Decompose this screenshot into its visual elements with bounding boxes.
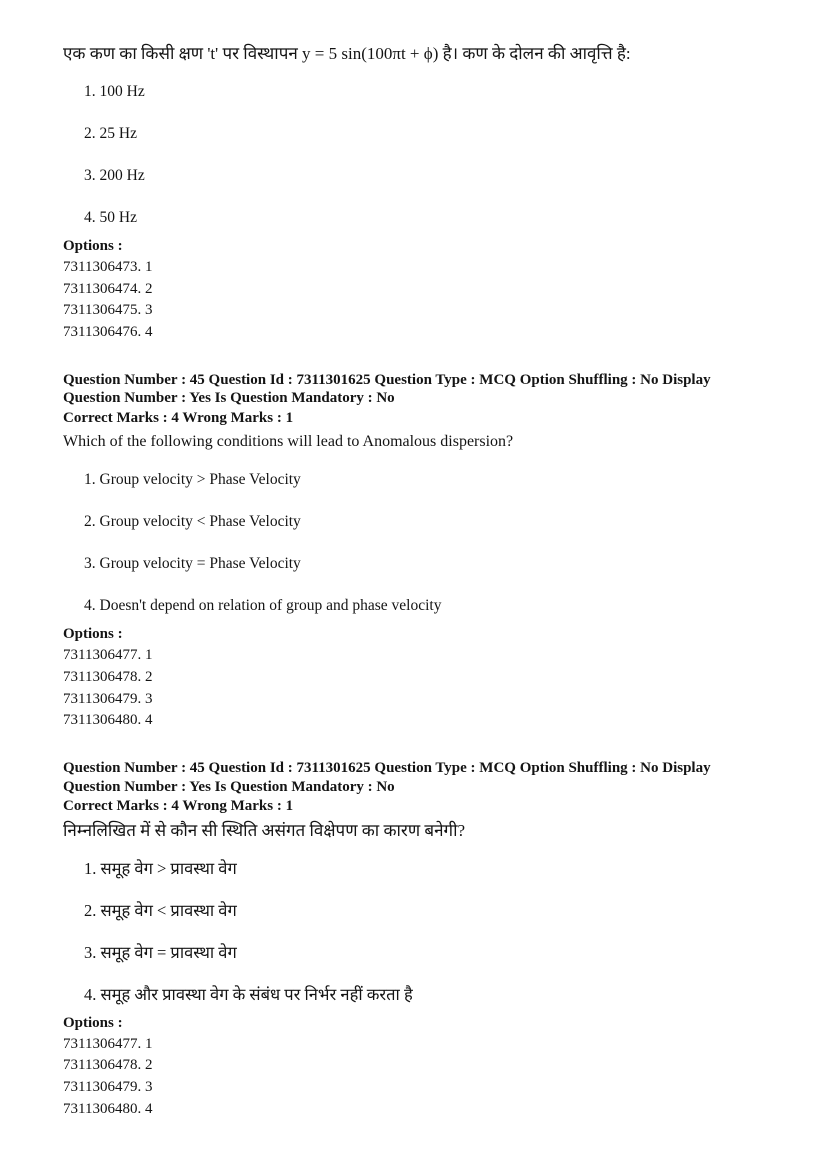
choice-option-4: 4. 50 Hz <box>84 209 137 226</box>
question-block-2 <box>63 371 763 732</box>
option-id-4: 7311306480. 4 <box>63 1100 153 1117</box>
choice-option-1: 1. 100 Hz <box>84 83 145 100</box>
choice-option-2: 2. 25 Hz <box>84 125 137 142</box>
option-id-list <box>63 1034 763 1121</box>
choice-option-3: 3. समूह वेग = प्रावस्था वेग <box>84 942 237 962</box>
option-id-3: 7311306475. 3 <box>63 302 153 319</box>
option-id-2: 7311306478. 2 <box>63 669 153 686</box>
choice-list <box>84 82 763 228</box>
option-id-list <box>63 645 763 732</box>
option-id-1: 7311306477. 1 <box>63 1035 153 1052</box>
option-id-4: 7311306476. 4 <box>63 324 153 341</box>
choice-option-1: 1. समूह वेग > प्रावस्था वेग <box>84 858 237 878</box>
question-block-3 <box>63 759 763 1120</box>
option-id-2: 7311306474. 2 <box>63 280 153 297</box>
choice-option-2: 2. समूह वेग < प्रावस्था वेग <box>84 900 237 920</box>
choice-list <box>84 859 763 1005</box>
question-block-1 <box>63 42 763 344</box>
option-id-list <box>63 257 763 344</box>
options-label: Options : <box>63 626 123 643</box>
option-id-1: 7311306473. 1 <box>63 259 153 275</box>
choice-option-3: 3. Group velocity = Phase Velocity <box>84 555 301 573</box>
option-id-4: 7311306480. 4 <box>63 712 153 729</box>
marks-meta: Correct Marks : 4 Wrong Marks : 1 <box>63 798 294 815</box>
question-text: एक कण का किसी क्षण 't' पर विस्थापन y = 5 sin(100πt + ϕ) है। कण के दोलन की आवृत्ति है: <box>63 44 631 63</box>
options-label: Options : <box>63 1014 123 1031</box>
option-id-3: 7311306479. 3 <box>63 690 153 707</box>
option-id-1: 7311306477. 1 <box>63 647 153 664</box>
choice-list <box>84 470 763 616</box>
choice-option-2: 2. Group velocity < Phase Velocity <box>84 513 301 531</box>
question-meta: Question Number : 45 Question Id : 7311301625 Question Type : MCQ Option Shuffling : No Display Question Number : Yes Is Question Mandatory : No <box>63 760 711 795</box>
question-text: निम्नलिखित में से कौन सी स्थिति असंगत विक्षेपण का कारण बनेगी? <box>63 820 466 840</box>
choice-option-4: 4. समूह और प्रावस्था वेग के संबंध पर निर्भर नहीं करता है <box>84 984 413 1004</box>
choice-option-3: 3. 200 Hz <box>84 167 145 184</box>
choice-option-4: 4. Doesn't depend on relation of group and phase velocity <box>84 597 442 615</box>
question-meta: Question Number : 45 Question Id : 7311301625 Question Type : MCQ Option Shuffling : No Display Question Number : Yes Is Question Mandatory : No <box>63 371 711 407</box>
choice-option-1: 1. Group velocity > Phase Velocity <box>84 471 301 489</box>
marks-meta: Correct Marks : 4 Wrong Marks : 1 <box>63 409 294 426</box>
options-label: Options : <box>63 238 123 254</box>
question-text: Which of the following conditions will lead to Anomalous dispersion? <box>63 433 514 451</box>
option-id-2: 7311306478. 2 <box>63 1057 153 1074</box>
option-id-3: 7311306479. 3 <box>63 1079 153 1096</box>
